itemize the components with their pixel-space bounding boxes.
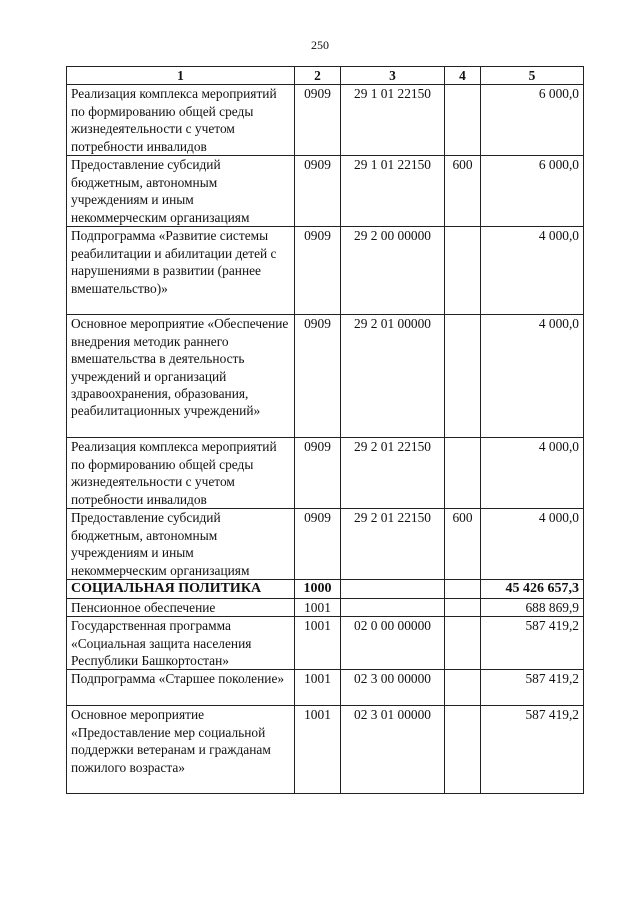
row-name: Основное мероприятие «Обеспечение внедрения методик раннего вмешательства в деятельность учреждений и организаций здравоохранения, образования, реабилитационных учреждений» [67, 315, 295, 438]
row-target-code: 29 2 00 00000 [341, 227, 445, 315]
table-row [67, 156, 584, 227]
header-col-5: 5 [481, 67, 584, 85]
table-row [67, 85, 584, 156]
row-name: СОЦИАЛЬНАЯ ПОЛИТИКА [67, 580, 295, 598]
row-expense-type [445, 85, 481, 156]
table-header-row [67, 67, 584, 85]
row-section-code: 1001 [295, 598, 341, 616]
row-name: Основное мероприятие «Предоставление мер социальной поддержки ветеранам и гражданам пожилого возраста» [67, 706, 295, 794]
row-section-code: 1001 [295, 706, 341, 794]
row-expense-type [445, 315, 481, 438]
table-row [67, 438, 584, 509]
table-row [67, 670, 584, 706]
row-expense-type [445, 580, 481, 598]
budget-table [66, 66, 584, 794]
row-target-code: 29 2 01 00000 [341, 315, 445, 438]
row-amount: 587 419,2 [481, 670, 584, 706]
row-section-code: 1000 [295, 580, 341, 598]
row-target-code: 29 1 01 22150 [341, 85, 445, 156]
row-expense-type: 600 [445, 509, 481, 580]
row-name: Предоставление субсидий бюджетным, автономным учреждениям и иным некоммерческим организациям [67, 156, 295, 227]
row-expense-type [445, 438, 481, 509]
row-target-code: 29 2 01 22150 [341, 509, 445, 580]
row-name: Пенсионное обеспечение [67, 598, 295, 616]
row-amount: 4 000,0 [481, 438, 584, 509]
row-expense-type [445, 706, 481, 794]
row-target-code: 02 3 01 00000 [341, 706, 445, 794]
row-target-code: 02 3 00 00000 [341, 670, 445, 706]
row-expense-type [445, 617, 481, 670]
row-name: Государственная программа «Социальная защита населения Республики Башкортостан» [67, 617, 295, 670]
row-section-code: 0909 [295, 85, 341, 156]
row-expense-type [445, 598, 481, 616]
row-target-code [341, 598, 445, 616]
row-section-code: 0909 [295, 438, 341, 509]
header-col-1: 1 [67, 67, 295, 85]
row-target-code: 29 1 01 22150 [341, 156, 445, 227]
table-row [67, 315, 584, 438]
row-expense-type: 600 [445, 156, 481, 227]
row-amount: 688 869,9 [481, 598, 584, 616]
row-amount: 6 000,0 [481, 85, 584, 156]
row-name: Реализация комплекса мероприятий по формированию общей среды жизнедеятельности с учетом потребности инвалидов [67, 85, 295, 156]
row-target-code: 02 0 00 00000 [341, 617, 445, 670]
table-row-section-heading [67, 580, 584, 598]
row-amount: 4 000,0 [481, 509, 584, 580]
table-row [67, 509, 584, 580]
table-row [67, 598, 584, 616]
row-expense-type [445, 227, 481, 315]
row-name: Подпрограмма «Старшее поколение» [67, 670, 295, 706]
row-expense-type [445, 670, 481, 706]
row-section-code: 0909 [295, 509, 341, 580]
header-col-4: 4 [445, 67, 481, 85]
row-amount: 587 419,2 [481, 617, 584, 670]
row-name: Предоставление субсидий бюджетным, автономным учреждениям и иным некоммерческим организациям [67, 509, 295, 580]
row-target-code: 29 2 01 22150 [341, 438, 445, 509]
row-section-code: 1001 [295, 670, 341, 706]
row-amount: 45 426 657,3 [481, 580, 584, 598]
page-number: 250 [311, 38, 329, 52]
table-row [67, 706, 584, 794]
row-section-code: 0909 [295, 156, 341, 227]
table-row [67, 617, 584, 670]
row-amount: 4 000,0 [481, 315, 584, 438]
row-name: Подпрограмма «Развитие системы реабилитации и абилитации детей с нарушениями в развитии (раннее вмешательство)» [67, 227, 295, 315]
header-col-3: 3 [341, 67, 445, 85]
row-amount: 6 000,0 [481, 156, 584, 227]
row-amount: 4 000,0 [481, 227, 584, 315]
row-section-code: 1001 [295, 617, 341, 670]
table-row [67, 227, 584, 315]
row-section-code: 0909 [295, 227, 341, 315]
row-name: Реализация комплекса мероприятий по формированию общей среды жизнедеятельности с учетом потребности инвалидов [67, 438, 295, 509]
row-target-code [341, 580, 445, 598]
row-amount: 587 419,2 [481, 706, 584, 794]
row-section-code: 0909 [295, 315, 341, 438]
header-col-2: 2 [295, 67, 341, 85]
